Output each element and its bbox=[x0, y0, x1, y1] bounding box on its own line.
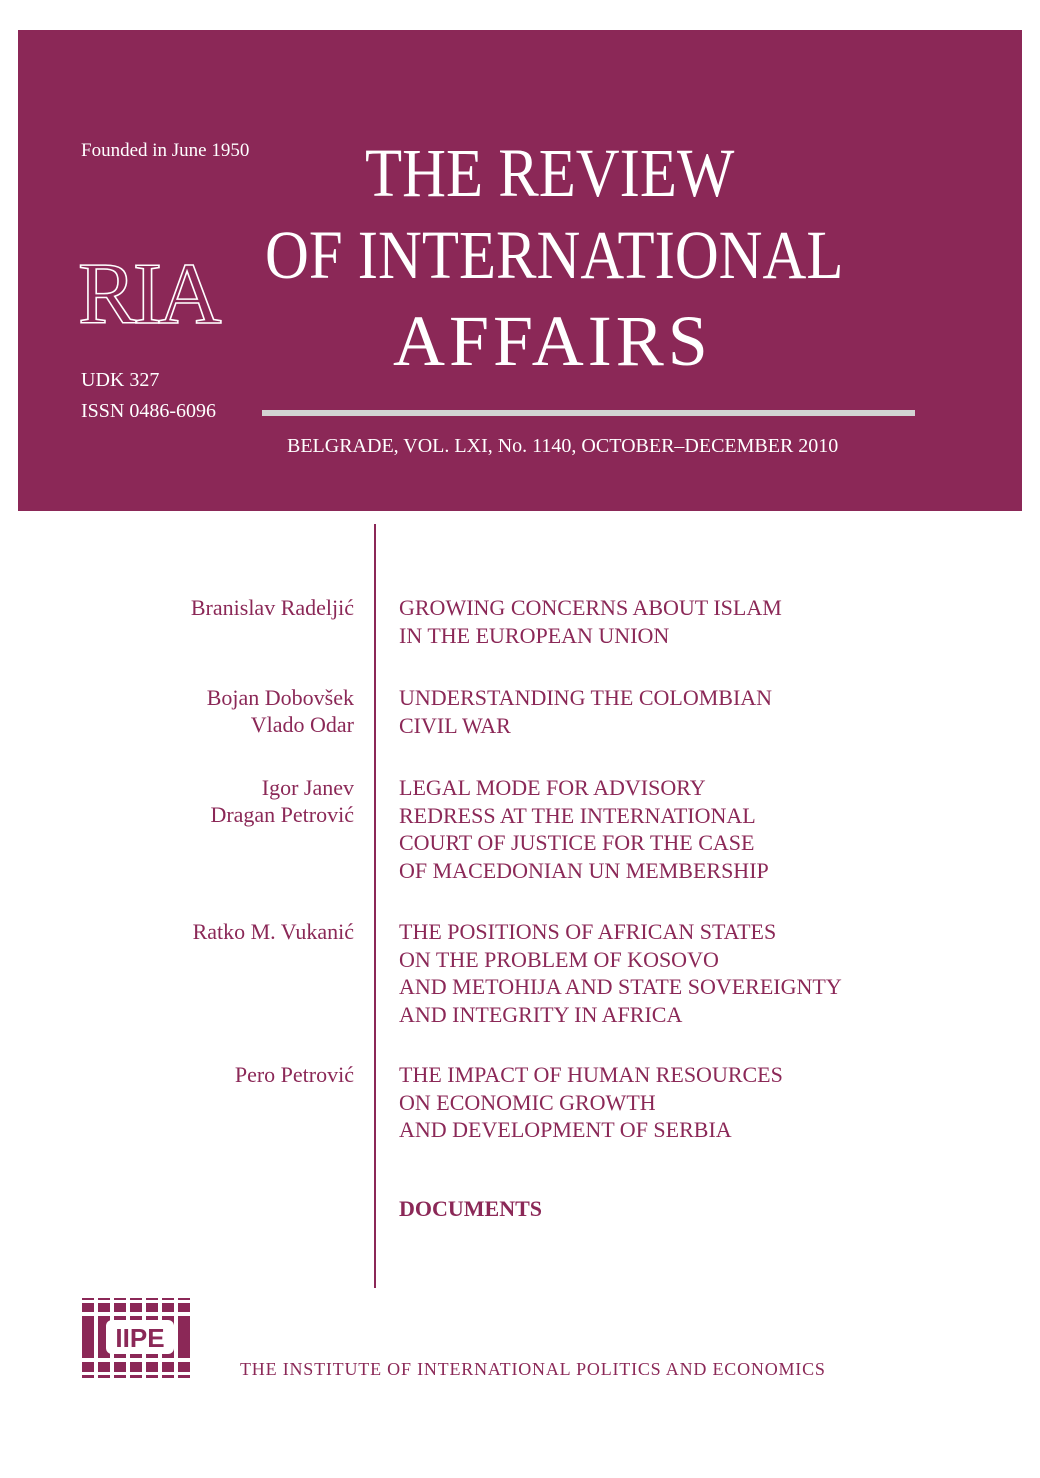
header-rule bbox=[262, 410, 915, 416]
journal-title-line1: THE REVIEW bbox=[365, 135, 735, 211]
iipe-logo-text: IIPE bbox=[115, 1323, 165, 1353]
article-title bbox=[399, 594, 782, 649]
author-name: Ratko M. Vukanić bbox=[192, 919, 354, 944]
iipe-logo bbox=[80, 1296, 200, 1380]
article-title bbox=[399, 1061, 783, 1144]
title-line: LEGAL MODE FOR ADVISORY bbox=[399, 775, 706, 800]
journal-title-line3: AFFAIRS bbox=[393, 301, 712, 381]
article-title bbox=[399, 684, 772, 739]
title-line: AND METOHIJA AND STATE SOVEREIGNTY bbox=[399, 974, 842, 999]
article-authors bbox=[191, 594, 354, 621]
institute-name: THE INSTITUTE OF INTERNATIONAL POLITICS AND ECONOMICS bbox=[240, 1359, 826, 1379]
title-line: ON ECONOMIC GROWTH bbox=[399, 1089, 656, 1115]
author-name: Igor Janev bbox=[261, 775, 354, 800]
author-name: Vlado Odar bbox=[250, 712, 354, 737]
documents-heading: DOCUMENTS bbox=[399, 1196, 543, 1221]
title-line: REDRESS AT THE INTERNATIONAL bbox=[399, 802, 756, 828]
article-authors bbox=[193, 918, 354, 945]
udk-code: UDK 327 bbox=[81, 369, 160, 391]
issue-info: BELGRADE, VOL. LXI, No. 1140, OCTOBER–DECEMBER 2010 bbox=[287, 435, 839, 457]
title-line: ON THE PROBLEM OF KOSOVO bbox=[399, 946, 719, 972]
title-line: OF MACEDONIAN UN MEMBERSHIP bbox=[399, 857, 769, 883]
title-line: THE IMPACT OF HUMAN RESOURCES bbox=[399, 1062, 783, 1087]
title-line: UNDERSTANDING THE COLOMBIAN bbox=[399, 685, 773, 710]
title-line: THE POSITIONS OF AFRICAN STATES bbox=[399, 919, 777, 944]
article-authors bbox=[235, 1061, 354, 1088]
title-line: GROWING CONCERNS ABOUT ISLAM bbox=[399, 595, 782, 620]
contents-divider bbox=[374, 524, 376, 1288]
article-authors bbox=[207, 684, 354, 738]
ria-logo bbox=[78, 205, 268, 355]
founded-text: Founded in June 1950 bbox=[81, 140, 250, 161]
author-name: Branislav Radeljić bbox=[190, 595, 354, 620]
title-line: COURT OF JUSTICE FOR THE CASE bbox=[399, 830, 755, 855]
title-line: IN THE EUROPEAN UNION bbox=[399, 622, 670, 648]
ria-logo-text: RIA bbox=[78, 246, 218, 343]
title-line: AND INTEGRITY IN AFRICA bbox=[399, 1001, 683, 1027]
article-title bbox=[399, 918, 842, 1028]
journal-title-line2: OF INTERNATIONAL bbox=[265, 217, 844, 293]
issn-code: ISSN 0486-6096 bbox=[81, 400, 217, 422]
author-name: Pero Petrović bbox=[234, 1062, 354, 1087]
title-line: CIVIL WAR bbox=[399, 712, 511, 738]
cover-banner bbox=[18, 30, 1022, 511]
author-name: Bojan Dobovšek bbox=[206, 685, 354, 710]
article-authors bbox=[210, 774, 354, 828]
article-title bbox=[399, 774, 769, 884]
title-line: AND DEVELOPMENT OF SERBIA bbox=[399, 1117, 732, 1142]
author-name: Dragan Petrović bbox=[210, 802, 354, 827]
